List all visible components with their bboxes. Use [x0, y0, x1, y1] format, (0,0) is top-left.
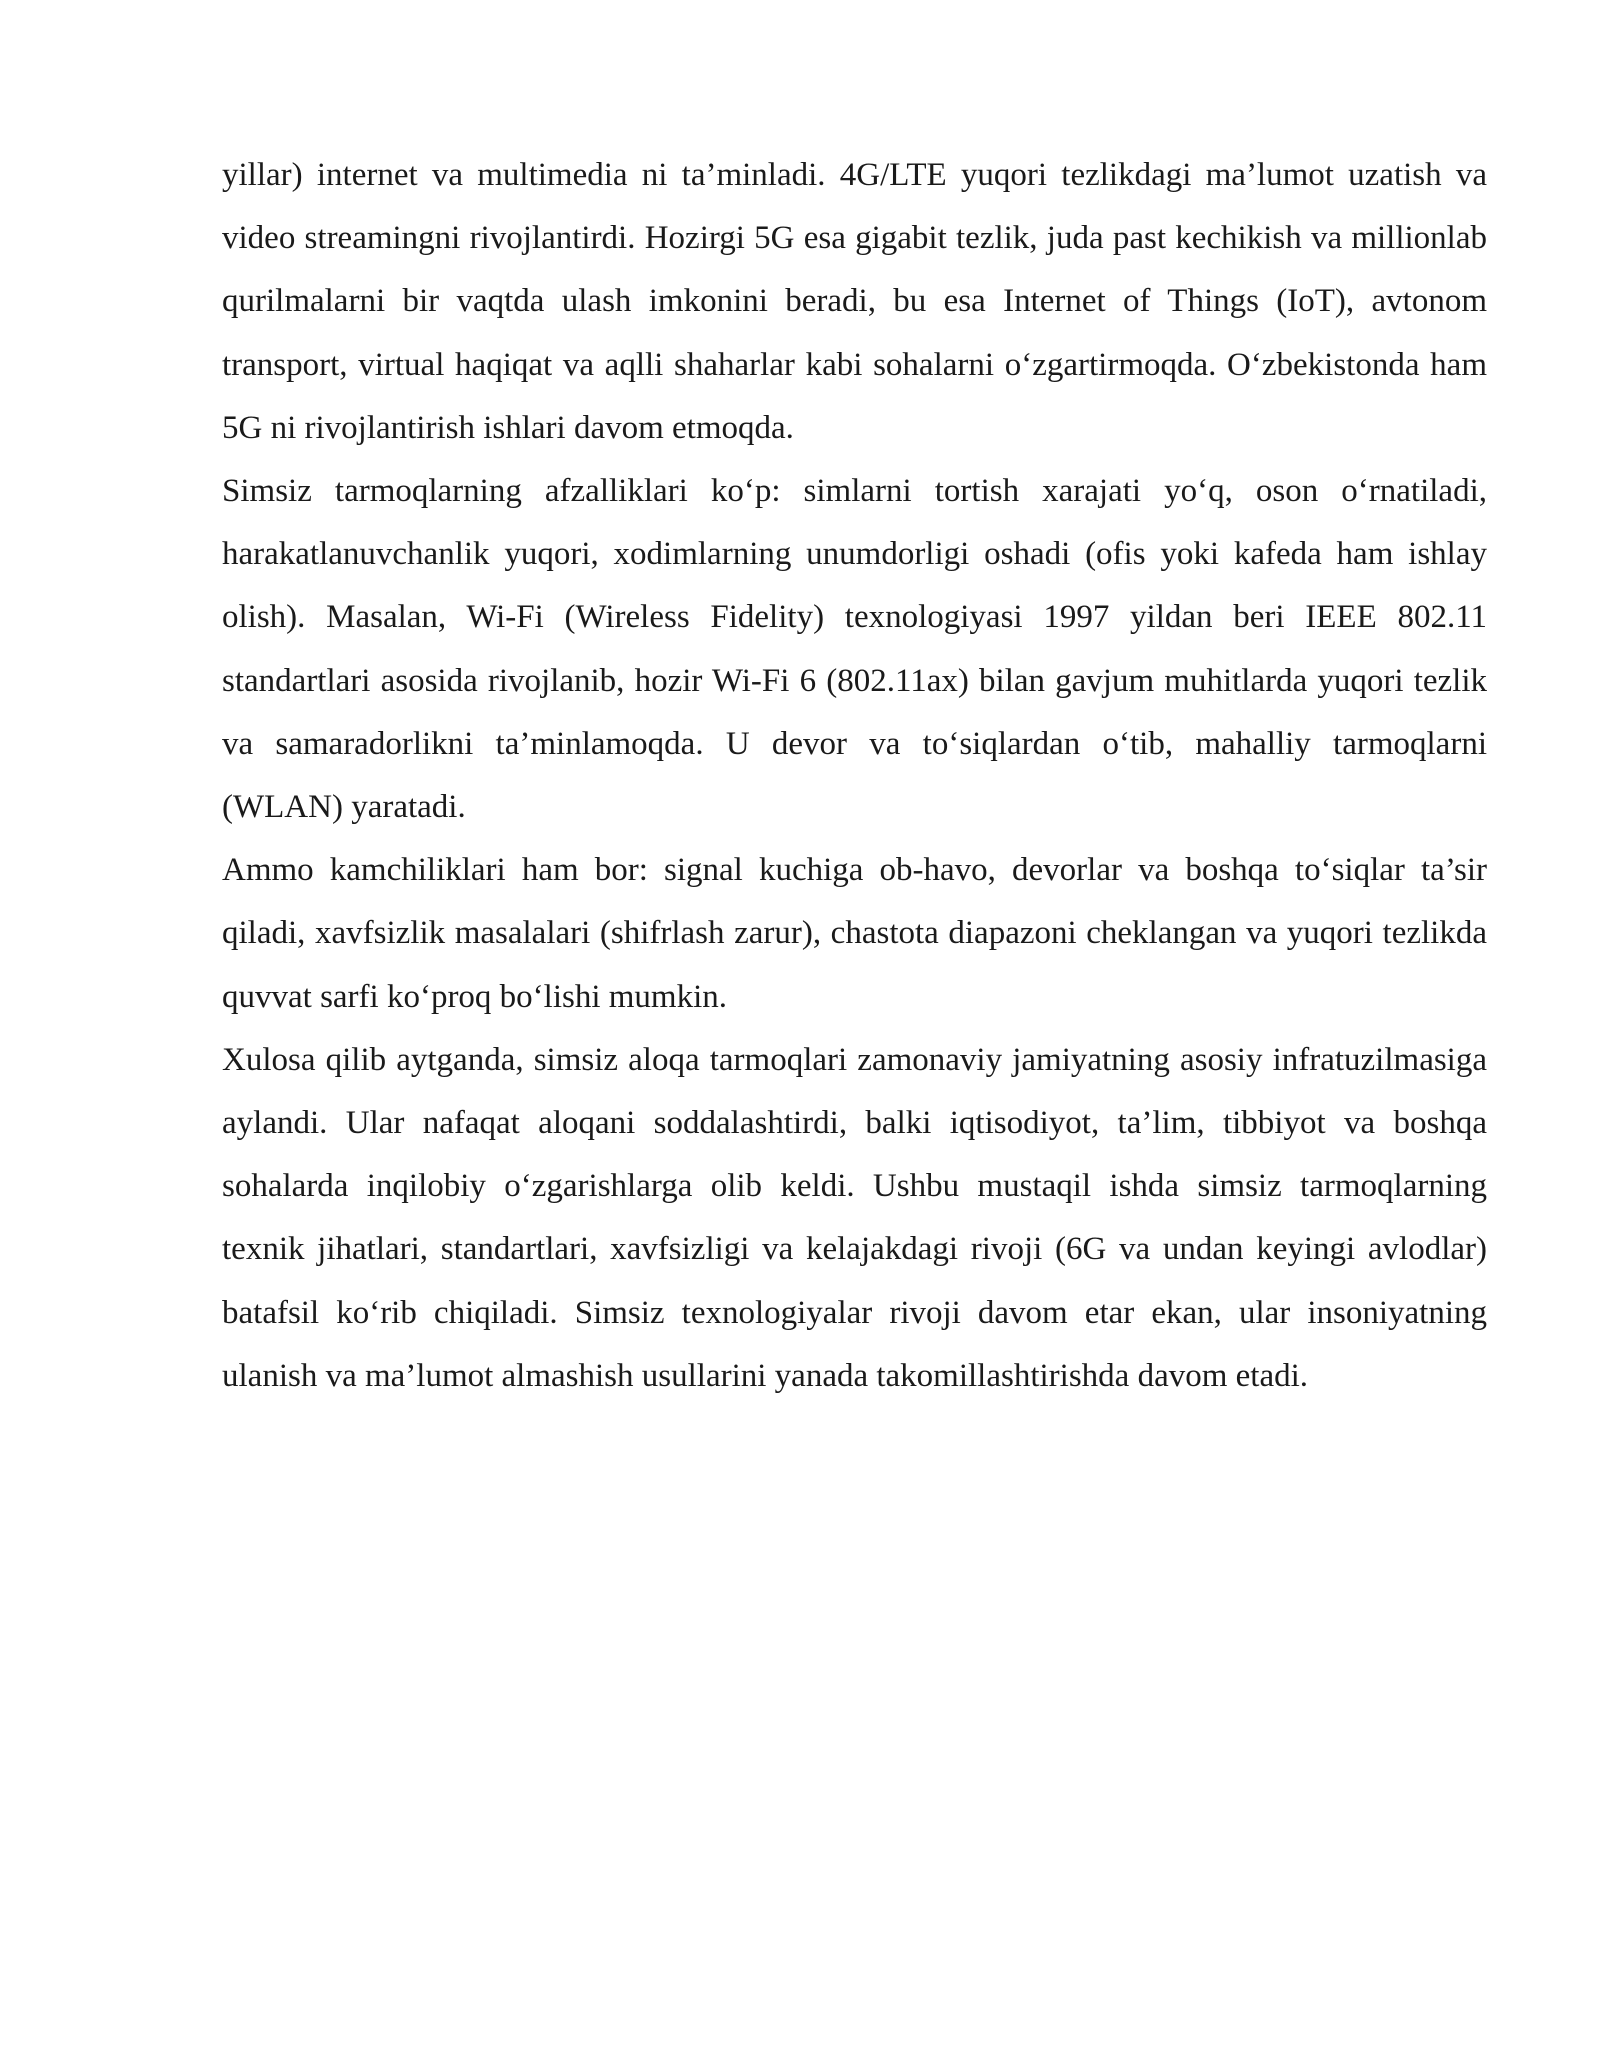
- paragraph-conclusion: Xulosa qilib aytganda, simsiz aloqa tarmoqlari zamonaviy jamiyatning asosiy infratuzilmasiga aylandi. Ular nafaqat aloqani soddalashtirdi, balki iqtisodiyot, ta’lim, tibbiyot va boshqa sohalarda inqilobiy o‘zgarishlarga olib keldi. Ushbu mustaqil ishda simsiz tarmoqlarning texnik jihatlari, standartlari, xavfsizligi va kelajakdagi rivoji (6G va undan keyingi avlodlar) batafsil ko‘rib chiqiladi. Simsiz texnologiyalar rivoji davom etar ekan, ular insoniyatning ulanish va ma’lumot almashish usullarini yanada takomillashtirishda davom etadi.: [222, 1041, 1487, 1394]
- paragraph-disadvantages: Ammo kamchiliklari ham bor: signal kuchiga ob-havo, devorlar va boshqa to‘siqlar ta’sir qiladi, xavfsizlik masalalari (shifrlash zarur), chastota diapazoni cheklangan va yuqori tezlikda quvvat sarfi ko‘proq bo‘lishi mumkin.: [222, 852, 1487, 1015]
- paragraph-advantages: Simsiz tarmoqlarning afzalliklari ko‘p: simlarni tortish xarajati yo‘q, oson o‘rnatiladi, harakatlanuvchanlik yuqori, xodimlarning unumdorligi oshadi (ofis yoki kafeda ham ishlay olish). Masalan, Wi-Fi (Wireless Fidelity) texnologiyasi 1997 yildan beri IEEE 802.11 standartlari asosida rivojlanib, hozir Wi-Fi 6 (802.11ax) bilan gavjum muhitlarda yuqori tezlik va samaradorlikni ta’minlamoqda. U devor va to‘siqlardan o‘tib, mahalliy tarmoqlarni (WLAN) yaratadi.: [222, 473, 1487, 826]
- paragraph-mobile-generations: yillar) internet va multimedia ni ta’minladi. 4G/LTE yuqori tezlikdagi ma’lumot uzatish va video streamingni rivojlantirdi. Hozirgi 5G esa gigabit tezlik, juda past kechikish va millionlab qurilmalarni bir vaqtda ulash imkonini beradi, bu esa Internet of Things (IoT), avtonom transport, virtual haqiqat va aqlli shaharlar kabi sohalarni o‘zgartirmoqda. O‘zbekistonda ham 5G ni rivojlantirish ishlari davom etmoqda.: [222, 157, 1487, 446]
- document-body: [222, 144, 1487, 1408]
